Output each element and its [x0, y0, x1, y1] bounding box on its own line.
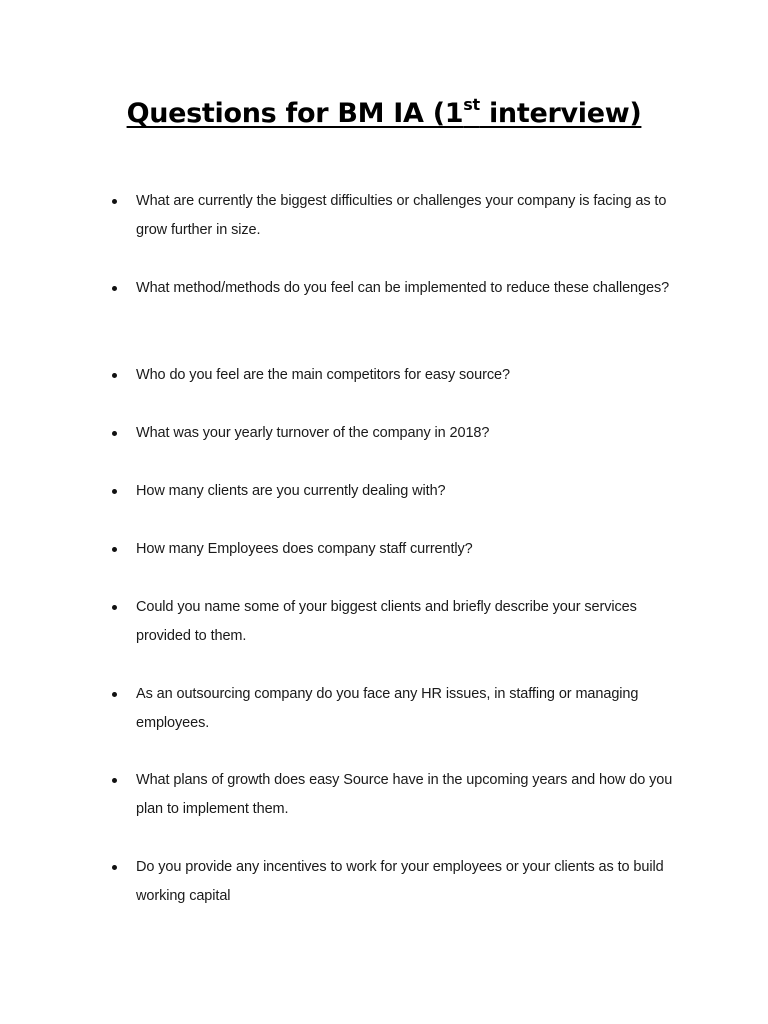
question-text: What plans of growth does easy Source have in the upcoming years and how do you plan to implement them. [136, 772, 673, 817]
bullet-icon [112, 286, 117, 291]
list-item [112, 361, 682, 390]
bullet-icon [112, 431, 117, 436]
bullet-icon [112, 547, 117, 552]
list-item [112, 477, 682, 506]
list-item [112, 274, 682, 303]
list-item [112, 766, 682, 824]
list-item [112, 419, 682, 448]
question-text: What are currently the biggest difficulties or challenges your company is facing as to grow further in size. [136, 193, 667, 238]
question-text: What was your yearly turnover of the company in 2018? [136, 425, 490, 441]
bullet-icon [112, 778, 117, 783]
question-text: How many clients are you currently dealing with? [136, 483, 446, 499]
title-superscript: st [463, 95, 480, 114]
bullet-icon [112, 865, 117, 870]
question-text: Could you name some of your biggest clients and briefly describe your services provided to them. [136, 599, 637, 644]
question-text: Do you provide any incentives to work for your employees or your clients as to build working capital [136, 859, 664, 904]
list-item [112, 535, 682, 564]
bullet-icon [112, 605, 117, 610]
title-suffix: interview) [479, 98, 642, 129]
bullet-icon [112, 199, 117, 204]
question-text: How many Employees does company staff currently? [136, 541, 473, 557]
question-text: What method/methods do you feel can be implemented to reduce these challenges? [136, 280, 670, 296]
list-item [112, 593, 682, 651]
bullet-icon [112, 373, 117, 378]
question-text: Who do you feel are the main competitors for easy source? [136, 367, 510, 383]
list-item [112, 853, 682, 911]
bullet-icon [112, 489, 117, 494]
title-prefix: Questions for BM IA (1 [126, 98, 464, 129]
bullet-icon [112, 692, 117, 697]
list-item [112, 187, 682, 245]
question-text: As an outsourcing company do you face any HR issues, in staffing or managing employees. [136, 686, 639, 731]
list-item [112, 680, 682, 738]
